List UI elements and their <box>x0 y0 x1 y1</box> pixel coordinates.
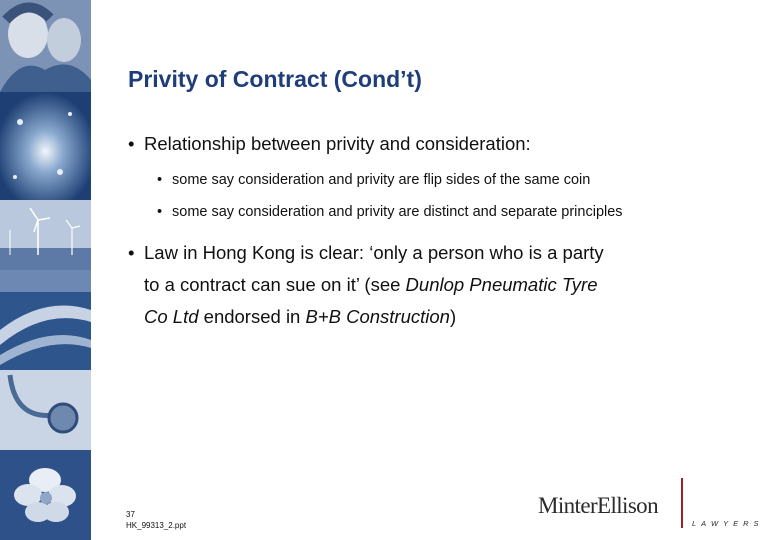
case-name-dunlop: Dunlop Pneumatic Tyre <box>405 274 598 295</box>
page-number: 37 <box>126 510 135 519</box>
logo-tagline: LAWYERS <box>692 519 764 528</box>
law-line-2 <box>144 270 597 300</box>
logo-accent-bar <box>681 478 683 528</box>
law-line-3-text: endorsed in <box>198 306 306 327</box>
bullet-symbol: • <box>128 242 135 263</box>
law-line-2-text: to a contract can sue on it’ (see <box>144 274 406 295</box>
law-line-1: Law in Hong Kong is clear: ‘only a person who is a party <box>144 242 604 263</box>
wind-turbine-photo <box>0 200 91 270</box>
decorative-image-strip <box>0 0 91 540</box>
law-line-3-end: ) <box>449 306 457 327</box>
law-line-3 <box>144 302 456 332</box>
sub-bullet-symbol: • <box>157 204 163 220</box>
light-burst-photo <box>0 92 91 200</box>
bullet-symbol: • <box>128 133 135 154</box>
slide-title: Privity of Contract (Cond’t) <box>128 66 422 92</box>
flower-photo <box>0 450 91 540</box>
sub-bullet-text: some say consideration and privity are distinct and separate principles <box>172 204 623 220</box>
file-name: HK_99313_2.ppt <box>126 521 187 530</box>
case-name-dunlop-cont: Co Ltd <box>144 306 199 327</box>
people-photo <box>0 0 91 92</box>
stethoscope-photo <box>0 370 91 450</box>
bullet-text: Relationship between privity and consideration: <box>144 133 531 154</box>
highway-photo <box>0 270 91 370</box>
sub-bullet-text: some say consideration and privity are flip sides of the same coin <box>172 172 591 188</box>
minter-ellison-logo: MinterEllison <box>538 493 658 518</box>
sub-bullet-symbol: • <box>157 172 163 188</box>
bullet-hong-kong-law <box>128 238 768 338</box>
case-name-bb-construction: B+B Construction <box>305 306 450 327</box>
